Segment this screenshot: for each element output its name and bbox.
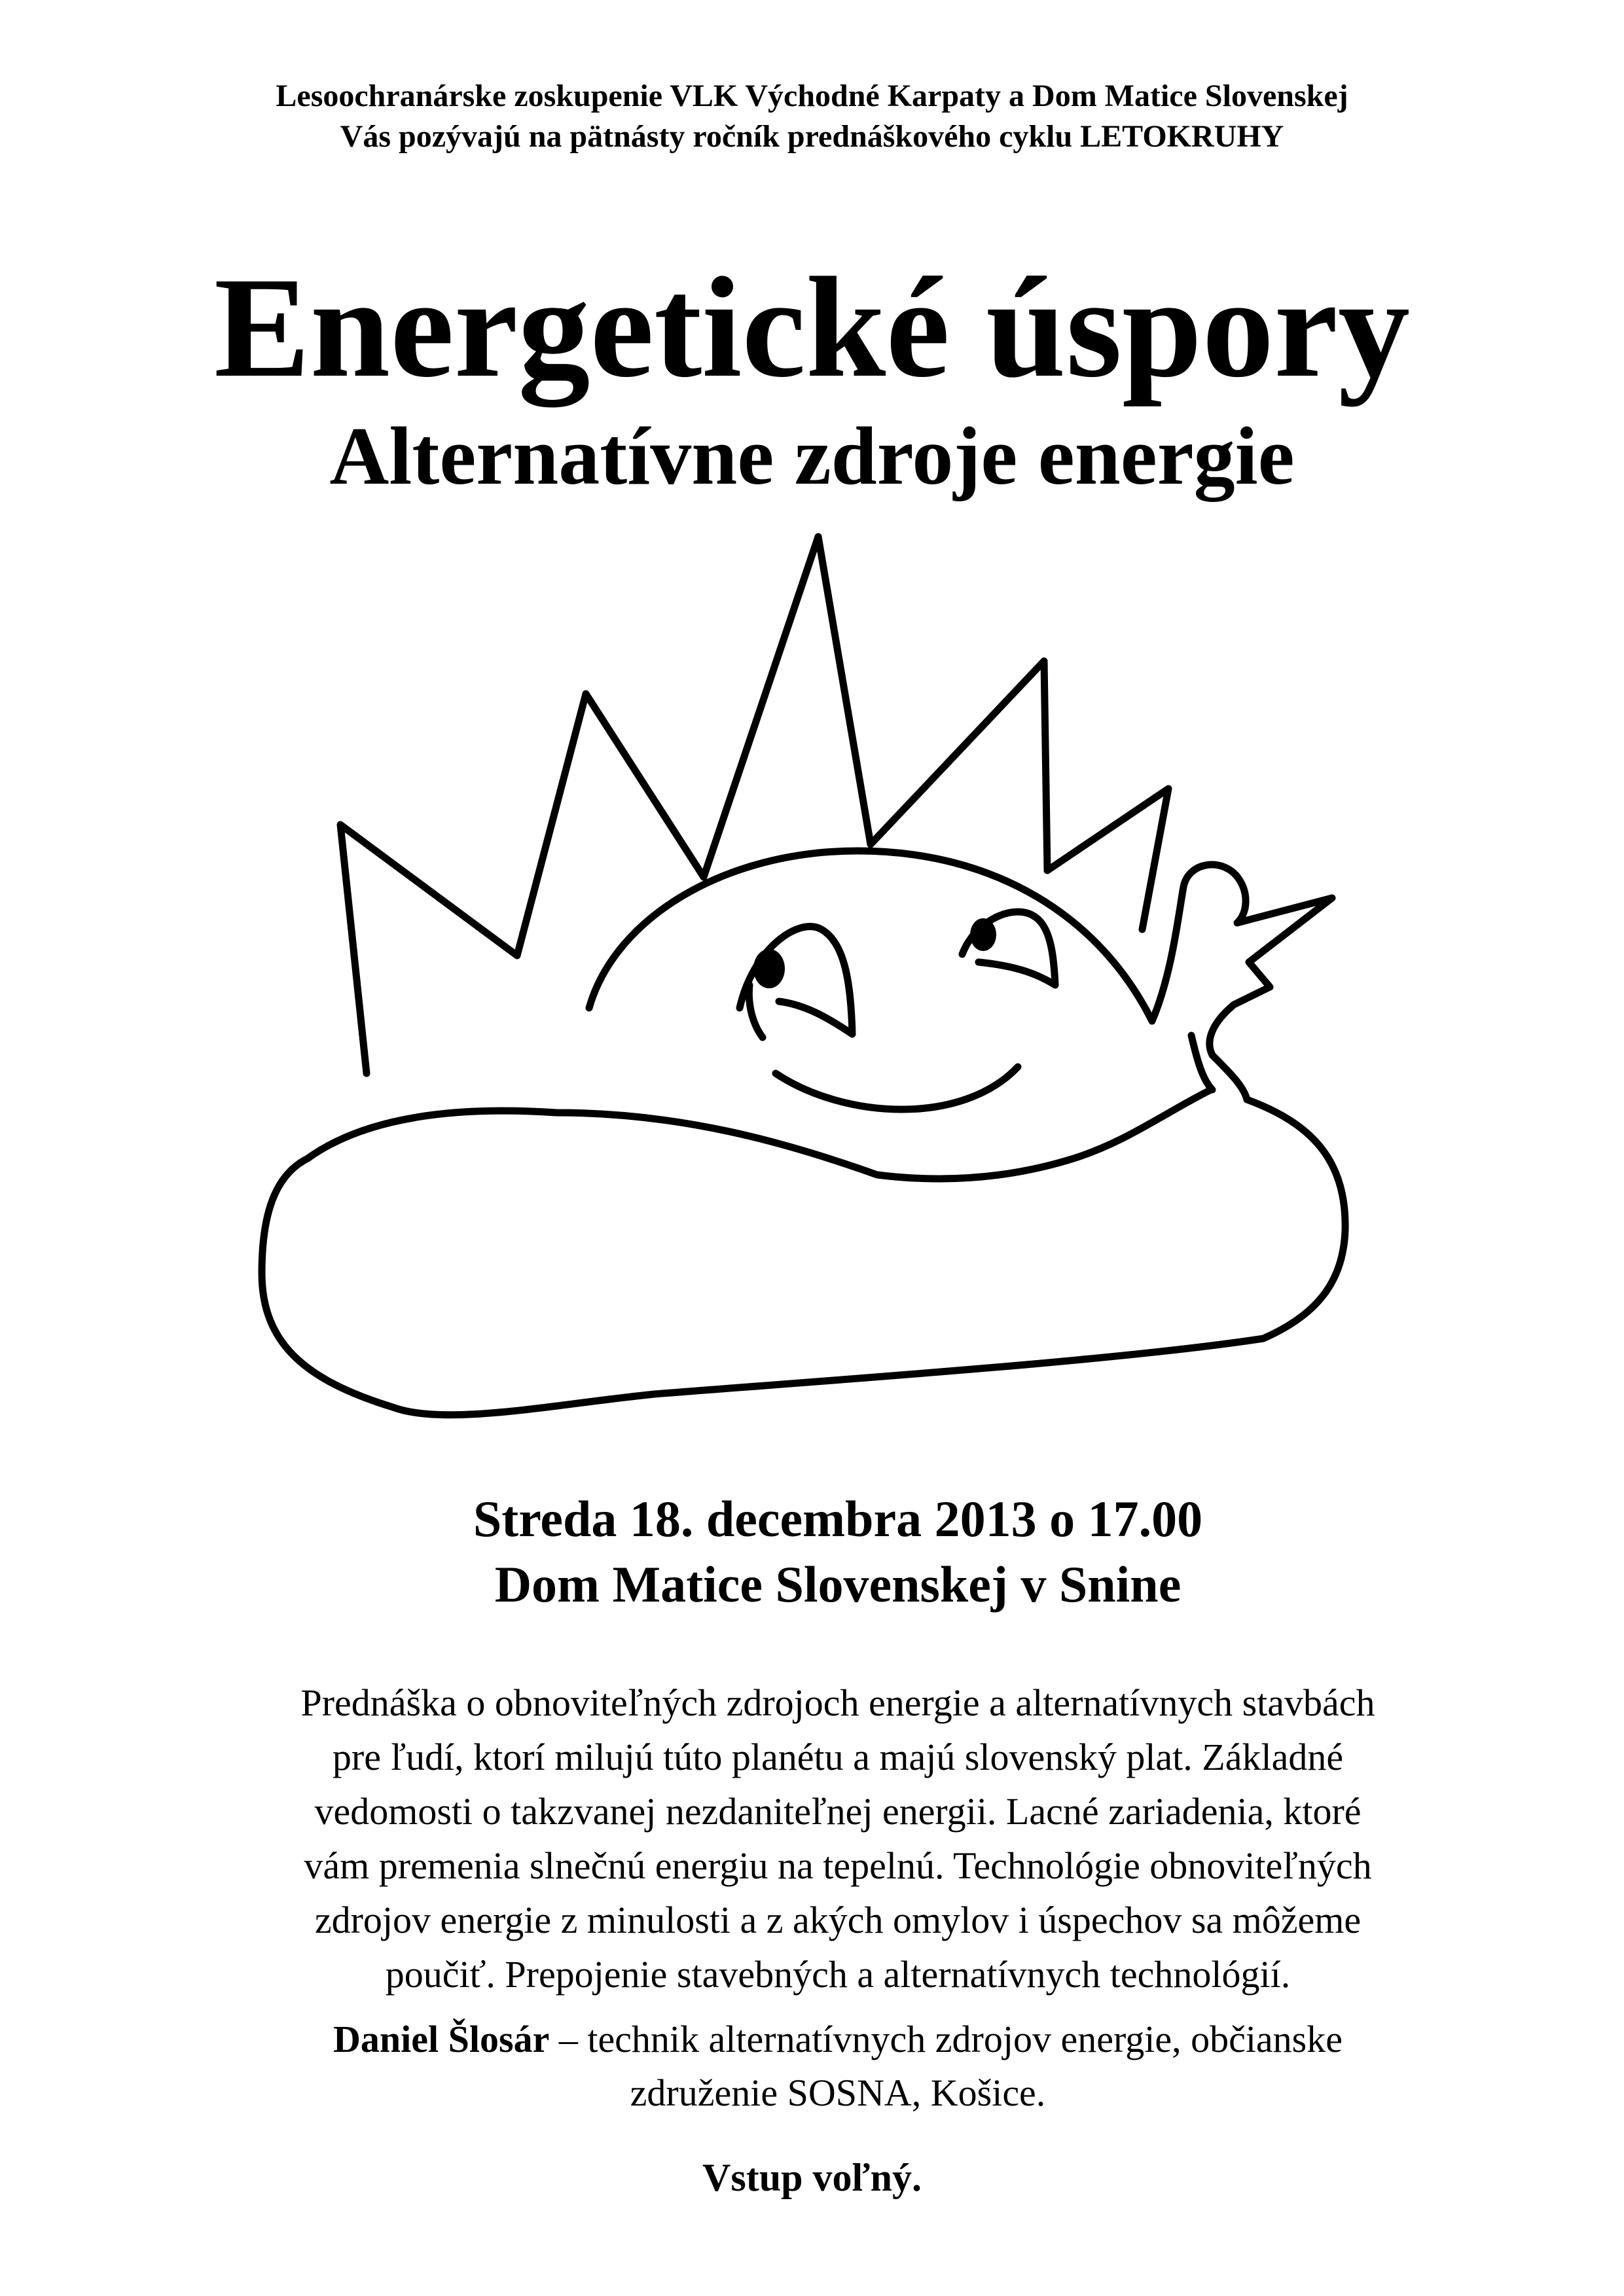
poster-title: Energetické úspory <box>213 247 1411 407</box>
lecture-description <box>164 1676 1512 2001</box>
speaker-line <box>164 2013 1512 2066</box>
description-line: zdrojov energie z minulosti a z akých omylov i úspechov sa môžeme <box>314 1899 1362 1941</box>
description-line: vedomosti o takzvanej nezdaniteľnej energii. Lacné zariadenia, ktoré <box>314 1790 1362 1833</box>
description-line: pre ľudí, ktorí milujú túto planétu a majú slovenský plat. Základné <box>332 1736 1344 1778</box>
event-place: Dom Matice Slovenskej v Snine <box>494 1556 1182 1613</box>
header-organizers: Lesoochranárske zoskupenie VLK Východné Karpaty a Dom Matice Slovenskej <box>276 79 1348 113</box>
description-line: Prednáška o obnoviteľných zdrojoch energie a alternatívnych stavbách <box>300 1681 1375 1724</box>
free-entry-note: Vstup voľný. <box>702 2156 922 2199</box>
event-date: Streda 18. decembra 2013 o 17.00 <box>473 1490 1203 1547</box>
speaker-role: – technik alternatívnych zdrojov energie, občianske <box>549 2018 1343 2060</box>
speaker-organization: združenie SOSNA, Košice. <box>630 2072 1046 2114</box>
header-invitation: Vás pozývajú na pätnásty ročník prednáškového cyklu LETOKRUHY <box>340 119 1284 154</box>
smiling-sun-thumbs-up-icon <box>183 524 1427 1453</box>
speaker-info <box>164 2013 1512 2120</box>
description-line: poučiť. Prepojenie stavebných a alternatívnych technológií. <box>385 1953 1291 1996</box>
poster-subtitle: Alternatívne zdroje energie <box>329 411 1295 502</box>
description-line: vám premenia slnečnú energiu na tepelnú. Technológie obnoviteľných <box>304 1844 1372 1887</box>
speaker-name: Daniel Šlosár <box>333 2018 550 2060</box>
